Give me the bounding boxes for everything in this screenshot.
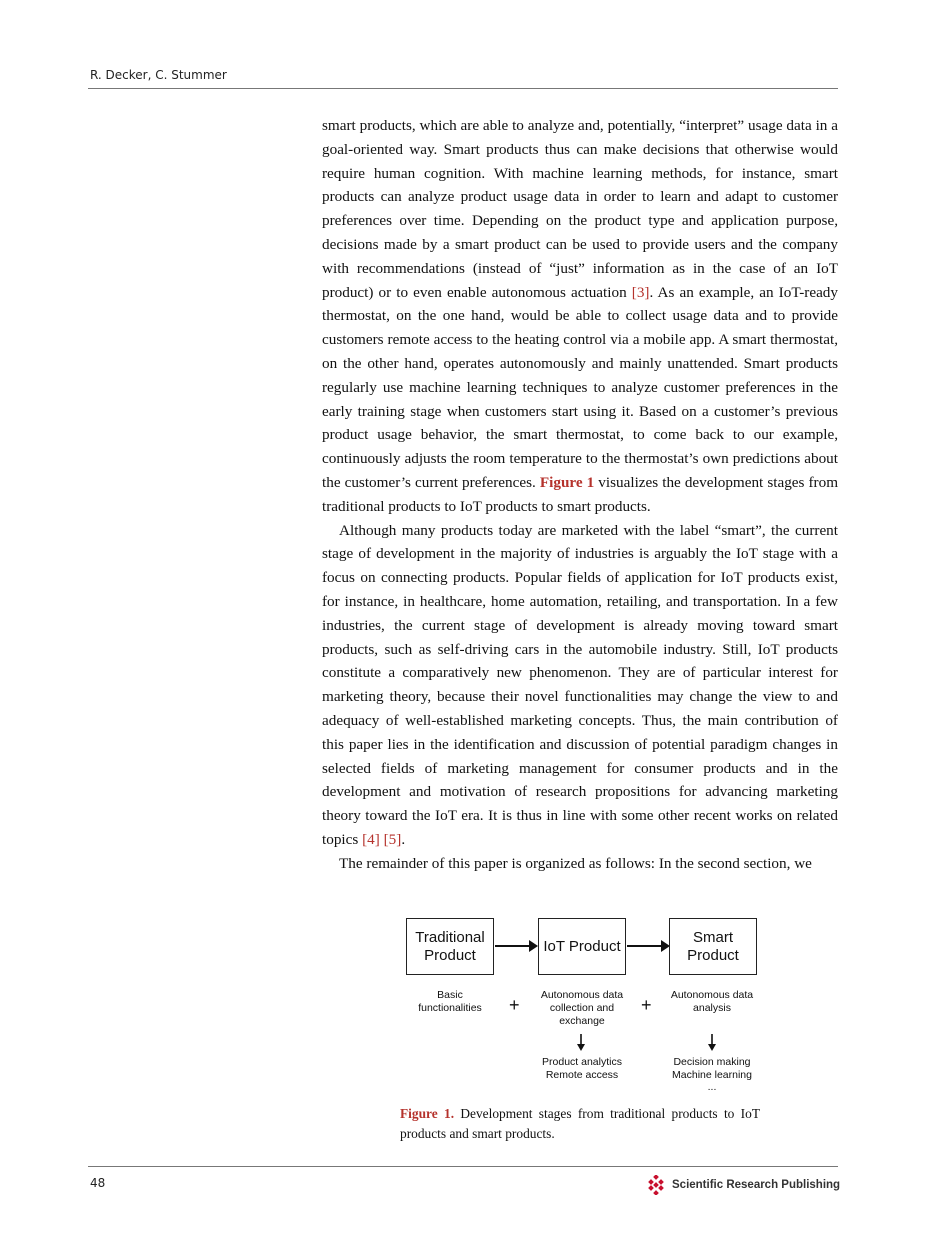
iot-outcomes [528, 1056, 636, 1082]
box-smart-product: Smart Product [669, 918, 757, 975]
figure-1-caption [400, 1104, 760, 1143]
header-rule [88, 88, 838, 89]
publisher-logo [646, 1174, 840, 1196]
citation-4[interactable]: [4] [362, 830, 380, 848]
paragraph-3: The remainder of this paper is organized as follows: In the second section, we [339, 854, 812, 872]
outcome-machine-learning: Machine learning [672, 1069, 752, 1081]
arrow-right-icon [495, 938, 539, 954]
page-number: 48 [90, 1176, 106, 1190]
footer-rule [88, 1166, 838, 1167]
outcome-product-analytics: Product analytics [542, 1056, 622, 1068]
box-traditional-product: Traditional Product [406, 918, 494, 975]
arrow-down-icon [706, 1034, 718, 1052]
paragraph-1: smart products, which are able to analyze and, potentially, “interpret” usage data in a goal-oriented way. Smart products thus can make decisions that otherwise would require human cognition. With machine learning methods, for instance, smart products can analyze product usage data in order to learn and adapt to customer preferences over time. Depending on the product type and application purpose, decisions made by a smart product can be used to provide users and the company with recommendations (instead of “just” information as in the case of an IoT product) or to even enable autonomous actuation [3]. As an example, an IoT-ready thermostat, on the one hand, would be able to collect usage data and to provide customers remote access to the heating control via a mobile app. A smart thermostat, on the other hand, operates autonomously and mainly unattended. Smart products regularly use machine learning techniques to analyze customer preferences in the early training stage when customers start using it. Based on a customer’s previous product usage behavior, the smart thermostat, to come back to our example, continuously adjusts the room temperature to the thermostat’s own predictions about the customer’s current preferences. Figure 1 visualizes the development stages from traditional products to IoT products to smart products. [322, 117, 839, 515]
running-head-authors: R. Decker, C. Stummer [90, 68, 227, 82]
label-basic-functionalities: Basic functionalities [418, 989, 482, 1014]
box-iot-product: IoT Product [538, 918, 626, 975]
outcome-remote-access: Remote access [545, 1069, 619, 1081]
paragraph-2: Although many products today are marketed with the label “smart”, the current stage of development in the majority of industries is arguably the IoT stage with a focus on connecting products. Popular fields of application for IoT products exist, for instance, in healthcare, home automation, retailing, and transportation. In a few industries, the current stage of development is already moving toward smart products, such as self-driving cars in the automobile industry. Still, IoT products constitute a comparatively new phenomenon. They are of particular interest for marketing theory, because their novel functionalities may change the view to and adequacy of well-established marketing concepts. Thus, the main contribution of this paper lies in the identification and discussion of potential paradigm changes in selected fields of marketing management for consumer products and in the development and motivation of research propositions for advancing marketing theory toward the IoT era. It is thus in line with some other recent works on related topics [4] [5]. [322, 521, 838, 848]
smart-outcomes [658, 1056, 766, 1092]
citation-3[interactable]: [3] [631, 283, 650, 301]
arrow-down-icon [575, 1034, 587, 1052]
arrow-right-icon [627, 938, 671, 954]
outcome-decision-making: Decision making [673, 1056, 751, 1068]
outcome-ellipsis: ... [707, 1081, 717, 1093]
figure-1-diagram [400, 916, 760, 1096]
plus-sign: + [509, 995, 520, 1015]
scirp-logo-icon [646, 1175, 666, 1195]
plus-sign: + [641, 995, 652, 1015]
label-autonomous-data-analysis: Autonomous data analysis [670, 989, 754, 1014]
caption-text: Development stages from traditional products to IoT products and smart products. [400, 1106, 760, 1141]
figure-1-link[interactable]: Figure 1 [539, 473, 595, 491]
label-autonomous-data-collection: Autonomous data collection and exchange [540, 989, 624, 1027]
citation-5[interactable]: [5] [383, 830, 402, 848]
body-text [322, 114, 838, 876]
publisher-name: Scientific Research Publishing [672, 1179, 841, 1191]
caption-label: Figure 1. [400, 1106, 455, 1121]
